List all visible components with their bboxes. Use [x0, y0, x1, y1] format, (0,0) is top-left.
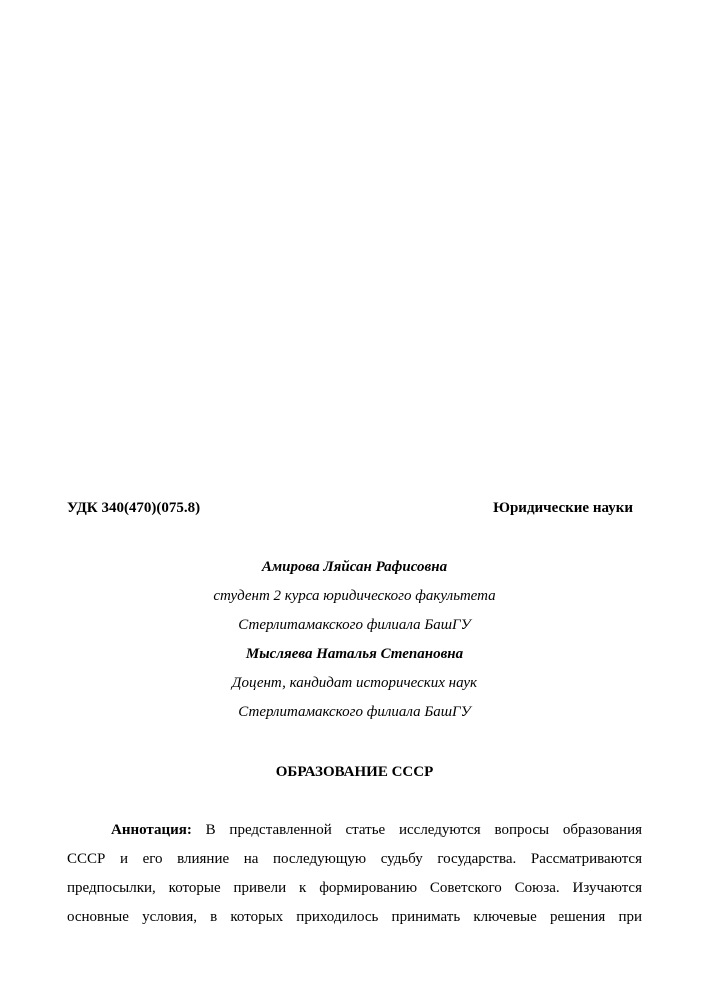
abstract-label: Аннотация: [111, 822, 192, 838]
abstract-line: основные условия, в которых приходилось принимать ключевые решения при [67, 909, 642, 925]
abstract-line: СССР и его влияние на последующую судьбу государства. Рассматриваются [67, 851, 642, 867]
author2-name: Мысляева Наталья Степановна [245, 646, 464, 662]
section-label: Юридические науки [493, 500, 633, 516]
abstract-paragraph [67, 816, 642, 932]
abstract-line [67, 816, 642, 845]
abstract-line: предпосылки, которые привели к формированию Советского Союза. Изучаются [67, 880, 642, 896]
article-title: ОБРАЗОВАНИЕ СССР [275, 764, 434, 780]
author2-role: Доцент, кандидат исторических наук [231, 675, 478, 691]
author1-affiliation: Стерлитамакского филиала БашГУ [238, 617, 471, 633]
author1-name: Амирова Ляйсан Рафисовна [261, 559, 448, 575]
abstract-text: В представленной статье исследуются вопросы образования [205, 822, 642, 838]
author1-role: студент 2 курса юридического факультета [213, 588, 496, 604]
header-row [67, 500, 633, 520]
author2-affiliation: Стерлитамакского филиала БашГУ [238, 704, 471, 720]
udc-code: УДК 340(470)(075.8) [67, 500, 201, 516]
